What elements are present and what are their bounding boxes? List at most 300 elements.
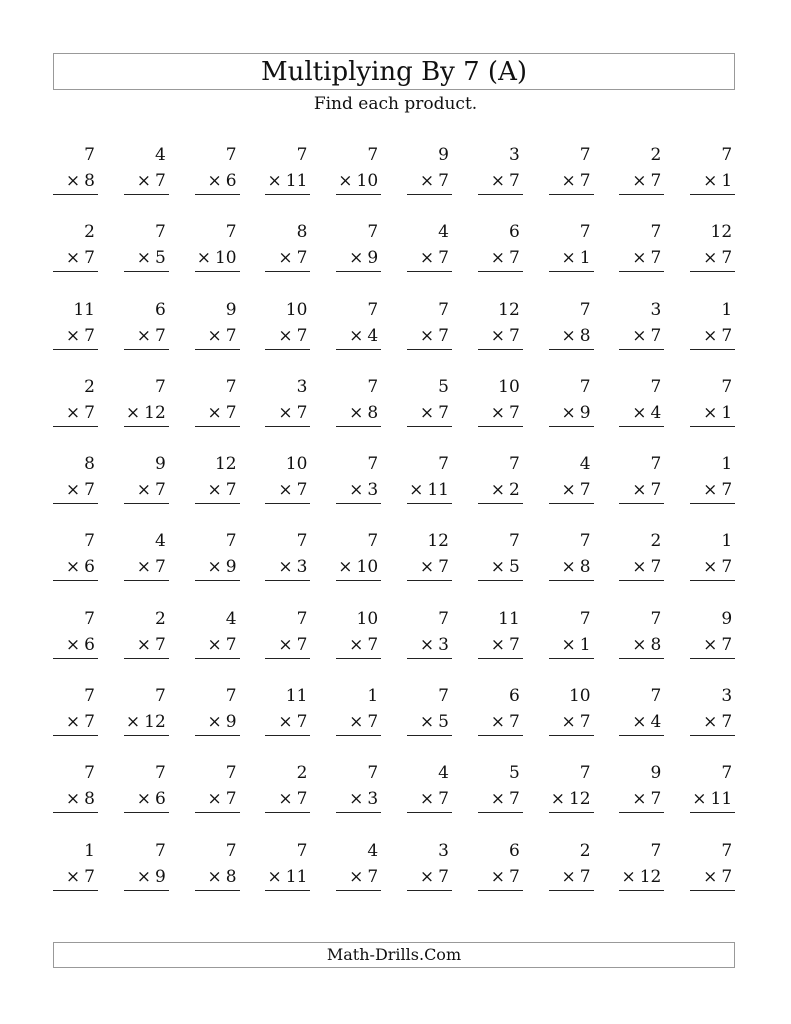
multiplier-row xyxy=(690,554,735,581)
multiplier-row xyxy=(195,477,240,504)
times-sign: × xyxy=(490,789,505,810)
multiplier-row xyxy=(195,168,240,195)
times-sign: × xyxy=(349,712,364,733)
multiplier-row xyxy=(619,245,664,272)
multiplication-problem xyxy=(619,142,664,219)
times-sign: × xyxy=(561,557,576,578)
times-sign: × xyxy=(632,325,647,346)
multiplier: 10 xyxy=(356,171,379,191)
multiplier-row xyxy=(336,400,381,427)
multiplier-row xyxy=(407,477,452,504)
multiplication-problem xyxy=(53,219,98,296)
multiplier-row xyxy=(407,554,452,581)
multiplier-row xyxy=(407,786,452,813)
multiplier: 7 xyxy=(508,325,520,346)
times-sign: × xyxy=(419,557,435,578)
multiplicand: 3 xyxy=(438,840,449,861)
multiplier-row xyxy=(265,632,310,659)
multiplication-problem xyxy=(124,451,169,528)
multiplier: 7 xyxy=(296,789,308,810)
times-sign: × xyxy=(278,789,293,810)
multiplier: 11 xyxy=(285,866,308,887)
multiplicand: 3 xyxy=(508,145,520,165)
times-sign: × xyxy=(125,402,141,423)
multiplicand: 9 xyxy=(154,454,166,475)
multiplier: 7 xyxy=(296,712,308,733)
multiplier: 9 xyxy=(579,402,591,423)
multiplicand: 7 xyxy=(225,376,237,397)
multiplier: 7 xyxy=(84,402,95,423)
multiplier: 7 xyxy=(225,325,237,346)
multiplier-row xyxy=(265,786,310,813)
multiplication-problem xyxy=(53,297,98,374)
multiplier: 7 xyxy=(154,325,166,346)
multiplier: 7 xyxy=(296,248,308,269)
multiplier: 7 xyxy=(438,402,449,423)
multiplication-problem xyxy=(619,528,664,605)
times-sign: × xyxy=(561,171,576,191)
times-sign: × xyxy=(419,248,435,269)
multiplicand: 7 xyxy=(579,376,591,397)
times-sign: × xyxy=(349,325,364,346)
times-sign: × xyxy=(207,402,222,423)
multiplicand: 6 xyxy=(508,686,520,707)
multiplicand: 7 xyxy=(367,299,379,320)
multiplier: 7 xyxy=(438,171,449,191)
multiplicand: 6 xyxy=(508,840,520,861)
problem-grid xyxy=(53,142,735,915)
multiplication-problem xyxy=(53,142,98,219)
multiplicand: 10 xyxy=(356,608,379,629)
multiplication-problem xyxy=(619,297,664,374)
multiplicand: 7 xyxy=(367,454,379,475)
multiplier: 7 xyxy=(367,866,379,887)
times-sign: × xyxy=(278,480,293,501)
multiplier: 7 xyxy=(508,634,520,655)
multiplicand: 7 xyxy=(296,840,308,861)
multiplication-problem xyxy=(195,297,240,374)
multiplier: 1 xyxy=(579,248,591,269)
multiplier-row xyxy=(265,168,310,195)
multiplier: 7 xyxy=(225,789,237,810)
multiplication-problem xyxy=(549,838,594,915)
multiplier: 7 xyxy=(721,634,733,655)
multiplier-row xyxy=(690,245,735,272)
multiplicand: 11 xyxy=(285,686,308,707)
multiplier: 1 xyxy=(579,634,591,655)
multiplier: 4 xyxy=(367,325,379,346)
multiplier-row xyxy=(619,709,664,736)
times-sign: × xyxy=(207,634,222,655)
footer-box xyxy=(53,942,735,968)
multiplier: 8 xyxy=(579,557,591,578)
multiplier: 7 xyxy=(84,866,95,887)
multiplier: 8 xyxy=(225,866,237,887)
multiplier-row xyxy=(53,323,98,350)
multiplier: 7 xyxy=(508,402,520,423)
multiplier: 3 xyxy=(367,480,379,501)
times-sign: × xyxy=(278,325,293,346)
multiplication-problem xyxy=(478,142,523,219)
times-sign: × xyxy=(65,480,81,501)
times-sign: × xyxy=(409,480,424,501)
multiplication-problem xyxy=(478,760,523,837)
multiplicand: 2 xyxy=(84,222,95,243)
multiplier: 10 xyxy=(214,248,237,269)
multiplicand: 7 xyxy=(367,376,379,397)
times-sign: × xyxy=(703,248,718,269)
multiplication-problem xyxy=(195,219,240,296)
multiplicand: 9 xyxy=(721,608,733,629)
multiplicand: 7 xyxy=(154,376,166,397)
multiplication-problem xyxy=(549,760,594,837)
multiplier: 3 xyxy=(296,557,308,578)
multiplier-row xyxy=(478,554,523,581)
times-sign: × xyxy=(561,866,576,887)
multiplicand: 11 xyxy=(73,299,95,320)
multiplication-problem xyxy=(478,297,523,374)
multiplier: 7 xyxy=(721,557,733,578)
multiplier: 7 xyxy=(84,325,95,346)
multiplication-problem xyxy=(407,374,452,451)
multiplicand: 10 xyxy=(498,376,520,397)
multiplier-row xyxy=(195,786,240,813)
multiplicand: 7 xyxy=(84,145,95,165)
multiplication-problem xyxy=(336,142,381,219)
multiplier-row xyxy=(690,477,735,504)
multiplicand: 7 xyxy=(225,763,237,784)
times-sign: × xyxy=(419,325,435,346)
multiplication-problem xyxy=(195,528,240,605)
multiplier: 7 xyxy=(84,712,95,733)
times-sign: × xyxy=(490,634,505,655)
times-sign: × xyxy=(278,248,293,269)
multiplier-row xyxy=(407,400,452,427)
multiplicand: 2 xyxy=(579,840,591,861)
times-sign: × xyxy=(632,480,647,501)
multiplier: 7 xyxy=(650,171,662,191)
multiplier: 7 xyxy=(438,866,449,887)
multiplicand: 7 xyxy=(367,763,379,784)
multiplier: 8 xyxy=(84,789,95,810)
multiplicand: 6 xyxy=(154,299,166,320)
multiplicand: 2 xyxy=(296,763,308,784)
times-sign: × xyxy=(207,171,222,191)
multiplier: 8 xyxy=(367,402,379,423)
multiplier-row xyxy=(124,554,169,581)
multiplier-row xyxy=(265,477,310,504)
multiplicand: 7 xyxy=(438,454,449,475)
multiplicand: 12 xyxy=(498,299,520,320)
multiplier-row xyxy=(619,323,664,350)
multiplication-problem xyxy=(336,219,381,296)
multiplicand: 6 xyxy=(508,222,520,243)
multiplication-problem xyxy=(407,838,452,915)
multiplication-problem xyxy=(336,683,381,760)
multiplier-row xyxy=(407,864,452,891)
times-sign: × xyxy=(65,866,81,887)
multiplier-row xyxy=(478,786,523,813)
times-sign: × xyxy=(703,325,718,346)
multiplier-row xyxy=(619,400,664,427)
multiplicand: 7 xyxy=(225,531,237,552)
multiplicand: 7 xyxy=(721,376,733,397)
multiplicand: 7 xyxy=(438,686,449,707)
times-sign: × xyxy=(349,480,364,501)
times-sign: × xyxy=(692,789,707,810)
multiplicand: 7 xyxy=(721,840,733,861)
times-sign: × xyxy=(338,557,353,578)
multiplication-problem xyxy=(690,528,735,605)
times-sign: × xyxy=(207,789,222,810)
multiplier: 7 xyxy=(438,325,449,346)
multiplicand: 5 xyxy=(508,763,520,784)
multiplier-row xyxy=(478,323,523,350)
times-sign: × xyxy=(136,789,151,810)
times-sign: × xyxy=(703,557,718,578)
multiplier: 6 xyxy=(154,789,166,810)
multiplicand: 10 xyxy=(285,299,308,320)
times-sign: × xyxy=(65,171,81,191)
multiplier-row xyxy=(195,864,240,891)
multiplier-row xyxy=(619,786,664,813)
multiplier: 7 xyxy=(650,480,662,501)
multiplier-row xyxy=(549,400,594,427)
multiplier: 11 xyxy=(427,480,449,501)
multiplicand: 7 xyxy=(508,454,520,475)
times-sign: × xyxy=(349,248,364,269)
multiplier: 5 xyxy=(438,712,449,733)
times-sign: × xyxy=(561,248,576,269)
multiplier-row xyxy=(53,168,98,195)
multiplier: 8 xyxy=(84,171,95,191)
multiplicand: 7 xyxy=(84,608,95,629)
multiplier-row xyxy=(549,323,594,350)
multiplication-problem xyxy=(478,219,523,296)
multiplication-problem xyxy=(124,528,169,605)
times-sign: × xyxy=(278,634,293,655)
multiplication-problem xyxy=(478,838,523,915)
multiplier-row xyxy=(53,400,98,427)
multiplier: 6 xyxy=(84,634,95,655)
multiplier-row xyxy=(549,245,594,272)
multiplier-row xyxy=(619,554,664,581)
multiplier-row xyxy=(690,400,735,427)
multiplication-problem xyxy=(124,760,169,837)
multiplier-row xyxy=(53,786,98,813)
multiplier-row xyxy=(619,477,664,504)
multiplication-problem xyxy=(549,297,594,374)
multiplier: 7 xyxy=(508,171,520,191)
multiplier: 7 xyxy=(579,866,591,887)
multiplication-problem xyxy=(53,606,98,683)
multiplication-problem xyxy=(690,219,735,296)
multiplier: 10 xyxy=(356,557,379,578)
multiplier-row xyxy=(478,709,523,736)
multiplier-row xyxy=(336,554,381,581)
multiplier: 7 xyxy=(508,789,520,810)
page-title: Multiplying By 7 (A) xyxy=(261,56,527,87)
multiplicand: 7 xyxy=(296,608,308,629)
times-sign: × xyxy=(490,712,505,733)
multiplication-problem xyxy=(265,760,310,837)
multiplication-problem xyxy=(478,606,523,683)
times-sign: × xyxy=(65,789,81,810)
multiplier-row xyxy=(195,554,240,581)
multiplier-row xyxy=(195,245,240,272)
multiplication-problem xyxy=(265,606,310,683)
multiplication-problem xyxy=(407,683,452,760)
multiplier-row xyxy=(336,864,381,891)
multiplication-problem xyxy=(53,528,98,605)
multiplication-problem xyxy=(619,374,664,451)
multiplier: 7 xyxy=(721,712,733,733)
multiplier: 7 xyxy=(296,325,308,346)
multiplicand: 7 xyxy=(225,686,237,707)
multiplication-problem xyxy=(195,606,240,683)
multiplier-row xyxy=(407,245,452,272)
times-sign: × xyxy=(338,171,353,191)
multiplier-row xyxy=(265,323,310,350)
multiplication-problem xyxy=(124,142,169,219)
multiplier-row xyxy=(265,864,310,891)
multiplication-problem xyxy=(407,219,452,296)
multiplier-row xyxy=(53,709,98,736)
multiplier-row xyxy=(53,632,98,659)
multiplication-problem xyxy=(407,297,452,374)
times-sign: × xyxy=(561,402,576,423)
multiplier-row xyxy=(124,245,169,272)
times-sign: × xyxy=(207,480,222,501)
multiplier-row xyxy=(478,864,523,891)
multiplier: 7 xyxy=(650,789,662,810)
multiplication-problem xyxy=(265,219,310,296)
times-sign: × xyxy=(561,325,576,346)
multiplier-row xyxy=(619,632,664,659)
multiplier: 9 xyxy=(225,712,237,733)
multiplication-problem xyxy=(549,683,594,760)
multiplication-problem xyxy=(265,374,310,451)
multiplier-row xyxy=(549,477,594,504)
multiplier-row xyxy=(690,786,735,813)
multiplier: 3 xyxy=(367,789,379,810)
multiplier-row xyxy=(124,323,169,350)
multiplier: 7 xyxy=(508,866,520,887)
times-sign: × xyxy=(561,634,576,655)
multiplication-problem xyxy=(265,683,310,760)
multiplication-problem xyxy=(195,142,240,219)
times-sign: × xyxy=(136,634,151,655)
multiplicand: 4 xyxy=(579,454,591,475)
times-sign: × xyxy=(125,712,141,733)
multiplicand: 12 xyxy=(710,222,733,243)
multiplicand: 4 xyxy=(438,763,449,784)
multiplicand: 7 xyxy=(367,222,379,243)
multiplication-problem xyxy=(53,760,98,837)
multiplicand: 7 xyxy=(438,299,449,320)
multiplier: 2 xyxy=(508,480,520,501)
multiplier-row xyxy=(478,168,523,195)
multiplication-problem xyxy=(124,683,169,760)
multiplication-problem xyxy=(265,297,310,374)
multiplicand: 4 xyxy=(154,531,166,552)
multiplicand: 4 xyxy=(154,145,166,165)
multiplicand: 7 xyxy=(154,763,166,784)
footer-site-name: Math-Drills.Com xyxy=(326,945,462,964)
multiplication-problem xyxy=(195,683,240,760)
times-sign: × xyxy=(561,712,576,733)
multiplicand: 2 xyxy=(154,608,166,629)
times-sign: × xyxy=(621,866,636,887)
multiplication-problem xyxy=(53,683,98,760)
multiplier-row xyxy=(195,709,240,736)
multiplicand: 7 xyxy=(579,299,591,320)
multiplicand: 7 xyxy=(650,222,662,243)
multiplier-row xyxy=(124,400,169,427)
multiplication-problem xyxy=(336,374,381,451)
times-sign: × xyxy=(136,325,151,346)
multiplicand: 7 xyxy=(225,145,237,165)
multiplier-row xyxy=(690,323,735,350)
multiplier-row xyxy=(478,477,523,504)
times-sign: × xyxy=(632,248,647,269)
times-sign: × xyxy=(490,248,505,269)
multiplier: 7 xyxy=(367,634,379,655)
times-sign: × xyxy=(490,866,505,887)
multiplicand: 7 xyxy=(650,840,662,861)
times-sign: × xyxy=(561,480,576,501)
multiplicand: 7 xyxy=(84,531,95,552)
multiplier: 12 xyxy=(144,402,166,423)
times-sign: × xyxy=(632,402,647,423)
times-sign: × xyxy=(349,402,364,423)
multiplicand: 1 xyxy=(721,454,733,475)
times-sign: × xyxy=(349,634,364,655)
title-box xyxy=(53,53,735,90)
multiplicand: 3 xyxy=(721,686,733,707)
multiplier-row xyxy=(124,864,169,891)
multiplicand: 4 xyxy=(225,608,237,629)
multiplicand: 4 xyxy=(367,840,379,861)
multiplicand: 8 xyxy=(84,454,95,475)
multiplier-row xyxy=(336,477,381,504)
times-sign: × xyxy=(207,325,222,346)
multiplier: 7 xyxy=(225,634,237,655)
multiplication-problem xyxy=(265,528,310,605)
multiplicand: 2 xyxy=(650,145,662,165)
multiplicand: 9 xyxy=(650,763,662,784)
multiplier-row xyxy=(549,709,594,736)
multiplier: 7 xyxy=(438,248,449,269)
multiplication-problem xyxy=(549,606,594,683)
multiplication-problem xyxy=(195,760,240,837)
times-sign: × xyxy=(136,866,151,887)
multiplier: 7 xyxy=(721,325,733,346)
multiplicand: 2 xyxy=(650,531,662,552)
multiplicand: 7 xyxy=(84,686,95,707)
multiplicand: 7 xyxy=(296,145,308,165)
multiplier: 11 xyxy=(285,171,308,191)
multiplication-problem xyxy=(619,838,664,915)
multiplication-problem xyxy=(549,528,594,605)
multiplier-row xyxy=(478,632,523,659)
times-sign: × xyxy=(632,557,647,578)
multiplicand: 7 xyxy=(650,608,662,629)
multiplier-row xyxy=(124,632,169,659)
multiplier: 7 xyxy=(154,634,166,655)
multiplicand: 7 xyxy=(367,145,379,165)
multiplication-problem xyxy=(336,760,381,837)
